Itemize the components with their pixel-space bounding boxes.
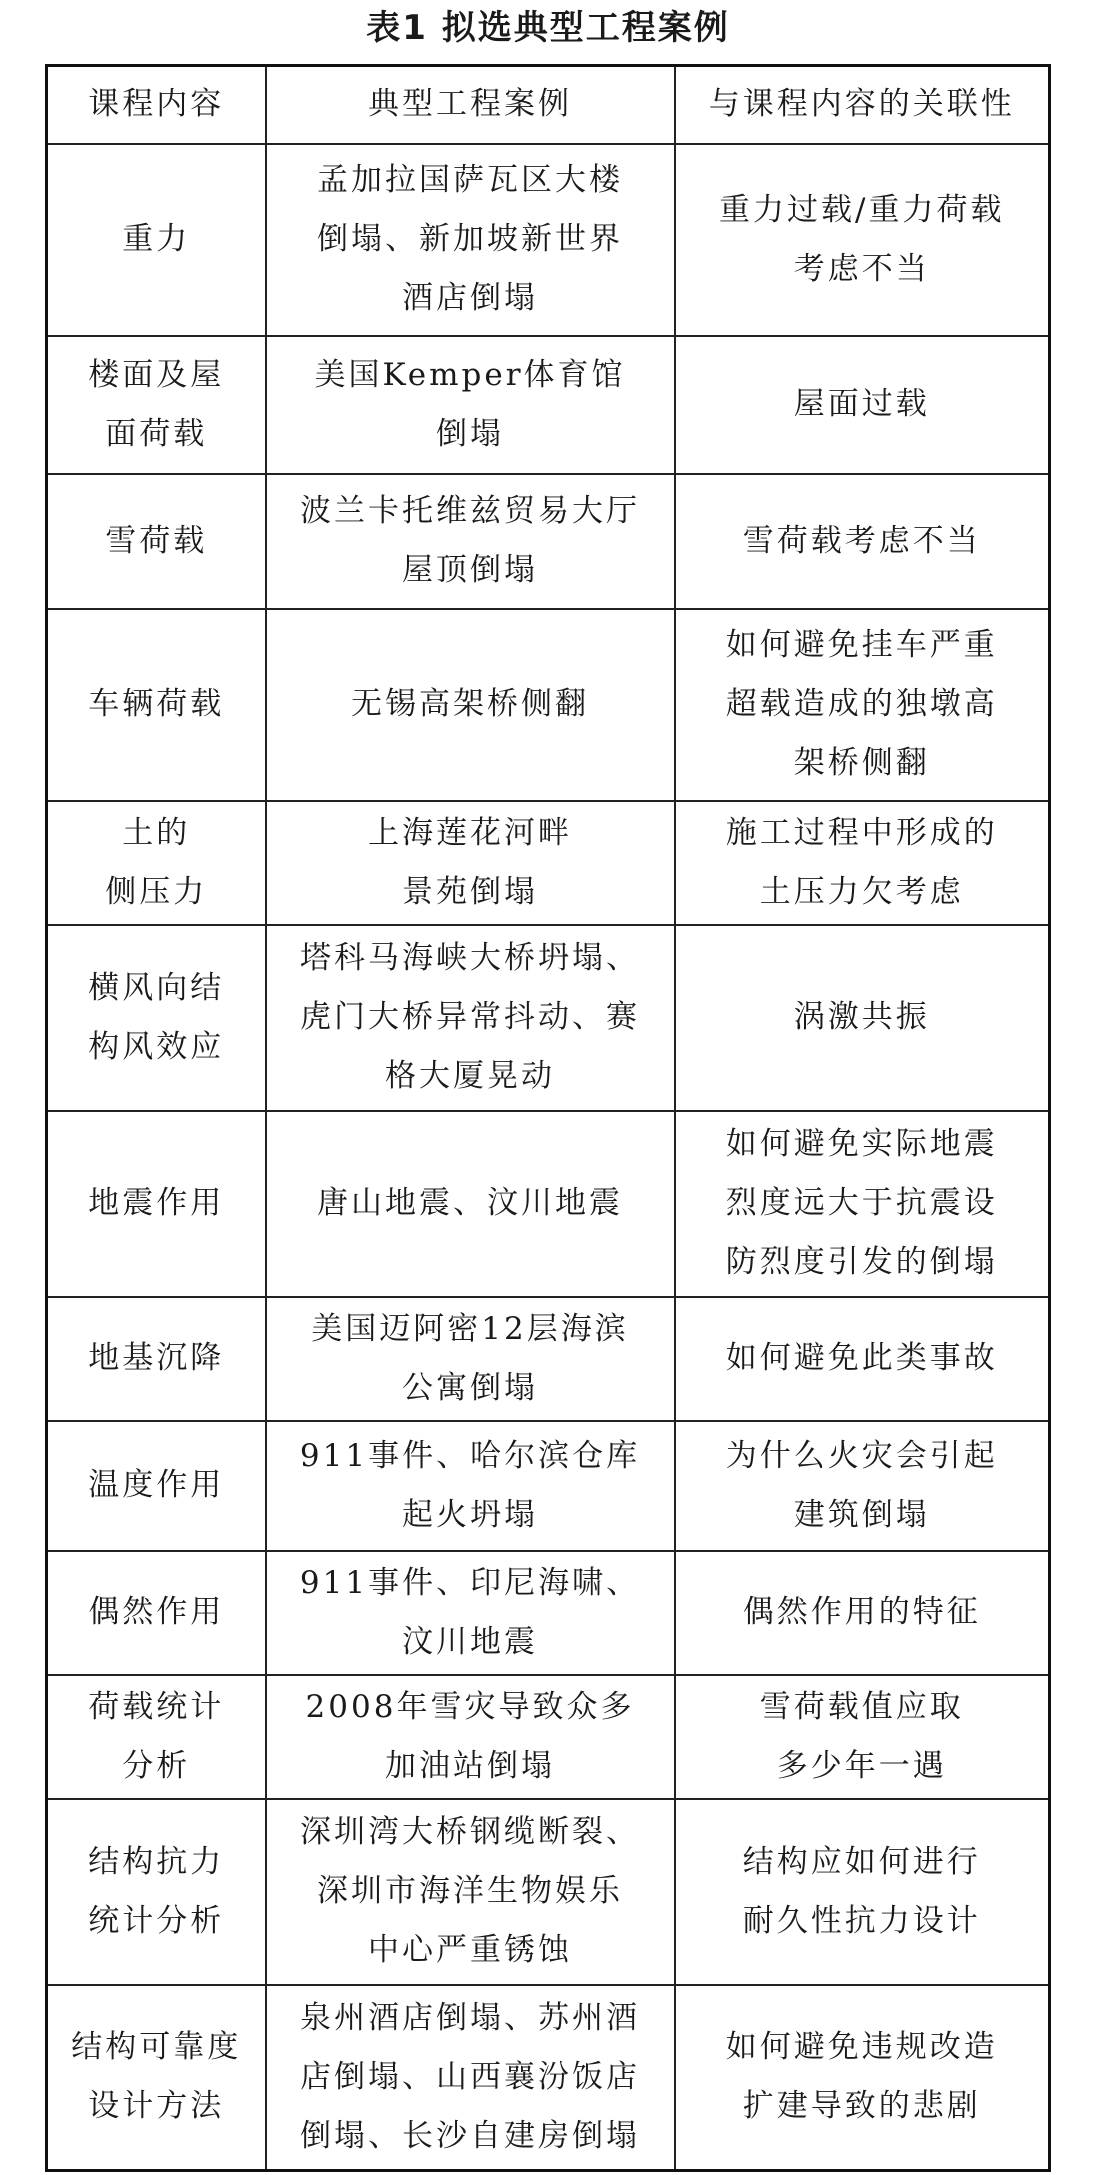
course-content-cell: 地震作用 [47,1111,266,1297]
header-course-content: 课程内容 [47,66,266,144]
relevance-cell: 雪荷载值应取 多少年一遇 [675,1675,1050,1799]
relevance-cell: 如何避免实际地震 烈度远大于抗震设 防烈度引发的倒塌 [675,1111,1050,1297]
course-content-cell: 地基沉降 [47,1297,266,1421]
course-content-cell: 偶然作用 [47,1551,266,1675]
table-row [47,1297,1050,1421]
relevance-cell: 施工过程中形成的 土压力欠考虑 [675,801,1050,925]
course-content-cell: 雪荷载 [47,474,266,609]
case-cell: 美国Kemper体育馆 倒塌 [266,336,675,474]
table-row [47,801,1050,925]
course-content-cell: 土的 侧压力 [47,801,266,925]
course-content-cell: 车辆荷载 [47,609,266,801]
header-relevance: 与课程内容的关联性 [675,66,1050,144]
case-cell: 波兰卡托维兹贸易大厅 屋顶倒塌 [266,474,675,609]
course-content-cell: 横风向结 构风效应 [47,925,266,1111]
case-cell: 深圳湾大桥钢缆断裂、 深圳市海洋生物娱乐 中心严重锈蚀 [266,1799,675,1985]
table-row [47,1111,1050,1297]
course-content-cell: 结构可靠度 设计方法 [47,1985,266,2171]
table-row [47,1421,1050,1551]
course-content-cell: 楼面及屋 面荷载 [47,336,266,474]
relevance-cell: 结构应如何进行 耐久性抗力设计 [675,1799,1050,1985]
relevance-cell: 如何避免违规改造 扩建导致的悲剧 [675,1985,1050,2171]
relevance-cell: 重力过载/重力荷载 考虑不当 [675,144,1050,336]
table-row [47,1799,1050,1985]
table-row [47,609,1050,801]
case-cell: 无锡高架桥侧翻 [266,609,675,801]
relevance-cell: 雪荷载考虑不当 [675,474,1050,609]
table-title: 表1 拟选典型工程案例 [366,8,730,48]
relevance-cell: 涡激共振 [675,925,1050,1111]
relevance-cell: 如何避免此类事故 [675,1297,1050,1421]
case-cell: 911事件、哈尔滨仓库 起火坍塌 [266,1421,675,1551]
case-cell: 孟加拉国萨瓦区大楼 倒塌、新加坡新世界 酒店倒塌 [266,144,675,336]
table-row [47,474,1050,609]
case-cell: 唐山地震、汶川地震 [266,1111,675,1297]
table-row [47,1675,1050,1799]
relevance-cell: 如何避免挂车严重 超载造成的独墩高 架桥侧翻 [675,609,1050,801]
header-typical-cases: 典型工程案例 [266,66,675,144]
table-row [47,925,1050,1111]
case-cell: 上海莲花河畔 景苑倒塌 [266,801,675,925]
case-table [45,64,1051,2172]
relevance-cell: 偶然作用的特征 [675,1551,1050,1675]
case-cell: 塔科马海峡大桥坍塌、 虎门大桥异常抖动、赛 格大厦晃动 [266,925,675,1111]
case-cell: 泉州酒店倒塌、苏州酒 店倒塌、山西襄汾饭店 倒塌、长沙自建房倒塌 [266,1985,675,2171]
relevance-cell: 屋面过载 [675,336,1050,474]
case-cell: 911事件、印尼海啸、 汶川地震 [266,1551,675,1675]
table-row [47,1551,1050,1675]
relevance-cell: 为什么火灾会引起 建筑倒塌 [675,1421,1050,1551]
course-content-cell: 结构抗力 统计分析 [47,1799,266,1985]
course-content-cell: 重力 [47,144,266,336]
table-row [47,1985,1050,2171]
case-cell: 美国迈阿密12层海滨 公寓倒塌 [266,1297,675,1421]
case-cell: 2008年雪灾导致众多 加油站倒塌 [266,1675,675,1799]
table-row [47,144,1050,336]
table-row [47,336,1050,474]
header-row [47,66,1050,144]
course-content-cell: 温度作用 [47,1421,266,1551]
course-content-cell: 荷载统计 分析 [47,1675,266,1799]
